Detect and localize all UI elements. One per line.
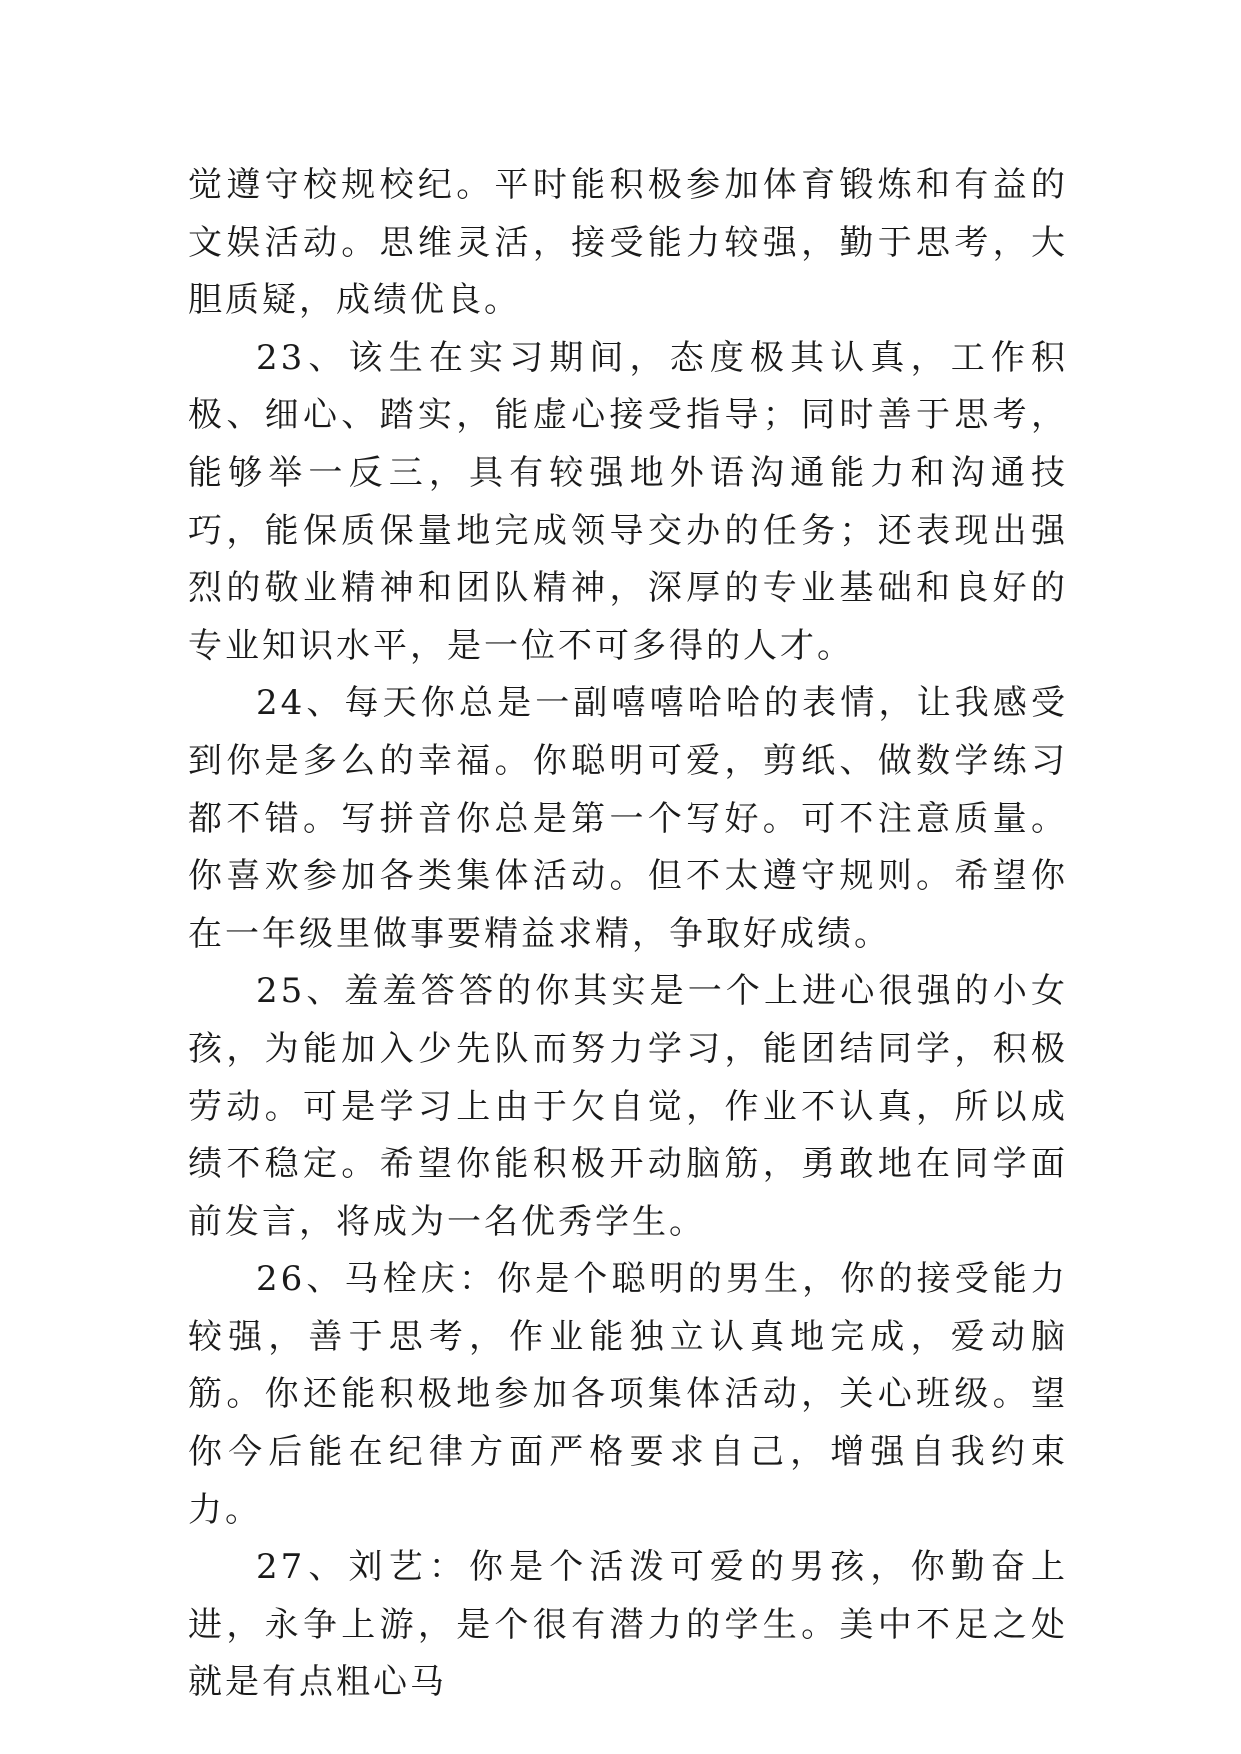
paragraph-26: 26、马栓庆：你是个聪明的男生，你的接受能力较强，善于思考，作业能独立认真地完成，爱动脑筋。你还能积极地参加各项集体活动，关心班级。望你今后能在纪律方面严格要求自己，增强自我约束力。 [188,1259,1068,1530]
paragraph-25: 25、羞羞答答的你其实是一个上进心很强的小女孩，为能加入少先队而努力学习，能团结同学，积极劳动。可是学习上由于欠自觉，作业不认真，所以成绩不稳定。希望你能积极开动脑筋，勇敢地在同学面前发言，将成为一名优秀学生。 [188,971,1068,1242]
paragraph-continuation: 觉遵守校规校纪。平时能积极参加体育锻炼和有益的文娱活动。思维灵活，接受能力较强，勤于思考，大胆质疑，成绩优良。 [188,165,1068,321]
body-text [188,157,1068,1712]
paragraph-27: 27、刘艺：你是个活泼可爱的男孩，你勤奋上进，永争上游，是个很有潜力的学生。美中不足之处就是有点粗心马 [188,1547,1068,1703]
paragraph-23: 23、该生在实习期间，态度极其认真，工作积极、细心、踏实，能虚心接受指导；同时善于思考，能够举一反三，具有较强地外语沟通能力和沟通技巧，能保质保量地完成领导交办的任务；还表现出强烈的敬业精神和团队精神，深厚的专业基础和良好的专业知识水平，是一位不可多得的人才。 [188,337,1068,666]
paragraph-24: 24、每天你总是一副嘻嘻哈哈的表情，让我感受到你是多么的幸福。你聪明可爱，剪纸、做数学练习都不错。写拼音你总是第一个写好。可不注意质量。你喜欢参加各类集体活动。但不太遵守规则。希望你在一年级里做事要精益求精，争取好成绩。 [188,683,1068,954]
